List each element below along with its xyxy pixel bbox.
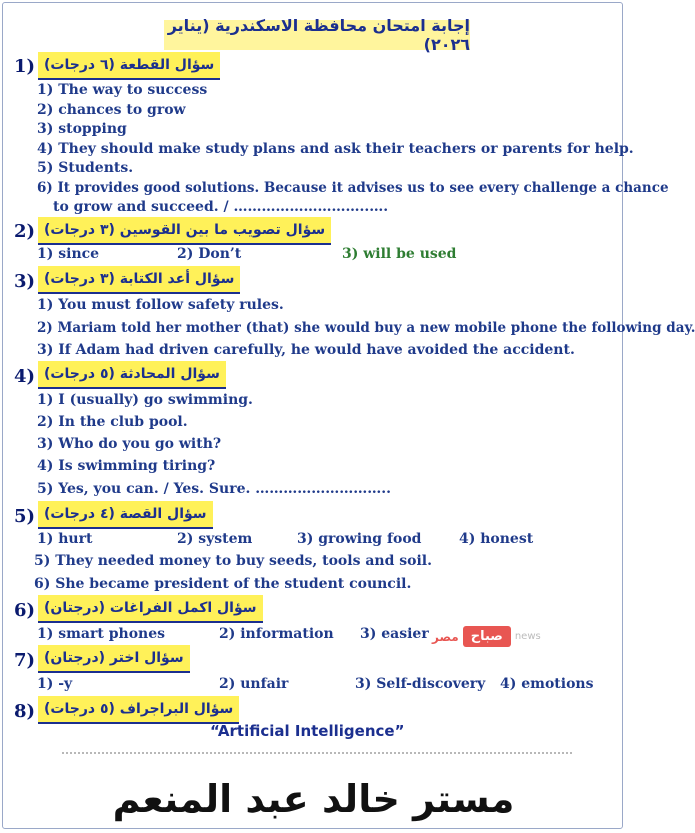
q1-answer-5: 5) Students. xyxy=(37,160,134,176)
q1-answer-6-continued: to grow and succeed. / ………………………..…. xyxy=(53,199,389,215)
q1-answer-6: 6) It provides good solutions. Because it advises us to see every challenge a chance xyxy=(37,180,669,196)
question-4-heading: سؤال المحادثة (٥ درجات) xyxy=(38,361,226,389)
q5-answer-2: 2) system xyxy=(177,531,253,547)
question-6-heading: سؤال اكمل الفراغات (درجتان) xyxy=(38,595,263,623)
q5-answer-6: 6) She became president of the student council. xyxy=(34,576,412,592)
q5-answer-4: 4) honest xyxy=(459,531,534,547)
q6-answer-1: 1) smart phones xyxy=(37,626,165,642)
question-7-number: 7) xyxy=(14,650,36,671)
question-3-heading: سؤال أعد الكتابة (٣ درجات) xyxy=(38,266,240,294)
q6-answer-3: 3) easier xyxy=(360,626,429,642)
question-3-number: 3) xyxy=(14,271,36,292)
question-5-number: 5) xyxy=(14,506,36,527)
dotted-separator xyxy=(62,752,572,754)
q1-answer-3: 3) stopping xyxy=(37,121,127,137)
q7-answer-2: 2) unfair xyxy=(219,676,289,692)
question-8-number: 8) xyxy=(14,701,36,722)
q3-answer-3: 3) If Adam had driven carefully, he would have avoided the accident. xyxy=(37,342,575,358)
q4-answer-3: 3) Who do you go with? xyxy=(37,436,222,452)
q2-answer-1: 1) since xyxy=(37,246,100,262)
question-7-heading: سؤال اختر (درجتان) xyxy=(38,645,190,673)
question-4-number: 4) xyxy=(14,366,36,387)
q6-answer-2: 2) information xyxy=(219,626,334,642)
question-1-number: 1) xyxy=(14,56,36,77)
page-title: إجابة امتحان محافظة الاسكندرية (يناير ٢٠٢٦) xyxy=(164,20,470,50)
q7-answer-1: 1) -y xyxy=(37,676,73,692)
q5-answer-3: 3) growing food xyxy=(297,531,422,547)
q2-answer-3: 3) will be used xyxy=(342,246,457,262)
question-8-heading: سؤال البراجراف (٥ درجات) xyxy=(38,696,239,724)
q4-answer-2: 2) In the club pool. xyxy=(37,414,188,430)
q4-answer-5: 5) Yes, you can. / Yes. Sure. ……………………….. xyxy=(37,481,391,497)
q5-answer-5: 5) They needed money to buy seeds, tools and soil. xyxy=(34,553,432,569)
author-signature: مستر خالد عبد المنعم xyxy=(112,777,515,821)
q1-answer-2: 2) chances to grow xyxy=(37,102,186,118)
question-2-heading: سؤال تصويب ما بين القوسين (٣ درجات) xyxy=(38,217,331,245)
youm7-watermark xyxy=(432,626,541,647)
q3-answer-1: 1) You must follow safety rules. xyxy=(37,297,284,313)
question-5-heading: سؤال القصة (٤ درجات) xyxy=(38,501,213,529)
q2-answer-2: 2) Don’t xyxy=(177,246,242,262)
q1-answer-1: 1) The way to success xyxy=(37,82,208,98)
question-6-number: 6) xyxy=(14,600,36,621)
paragraph-topic: “Artificial Intelligence” xyxy=(210,722,405,740)
watermark-masr: مصر xyxy=(432,629,459,644)
q3-answer-2: 2) Mariam told her mother (that) she would buy a new mobile phone the following day. xyxy=(37,320,695,336)
q4-answer-1: 1) I (usually) go swimming. xyxy=(37,392,253,408)
q1-answer-4: 4) They should make study plans and ask their teachers or parents for help. xyxy=(37,141,634,157)
q4-answer-4: 4) Is swimming tiring? xyxy=(37,458,216,474)
q5-answer-1: 1) hurt xyxy=(37,531,93,547)
watermark-sabah: صباح xyxy=(463,626,511,647)
watermark-news: news xyxy=(514,631,541,642)
question-2-number: 2) xyxy=(14,221,36,242)
q7-answer-4: 4) emotions xyxy=(500,676,594,692)
q7-answer-3: 3) Self-discovery xyxy=(355,676,486,692)
question-1-heading: سؤال القطعة (٦ درجات) xyxy=(38,52,220,80)
